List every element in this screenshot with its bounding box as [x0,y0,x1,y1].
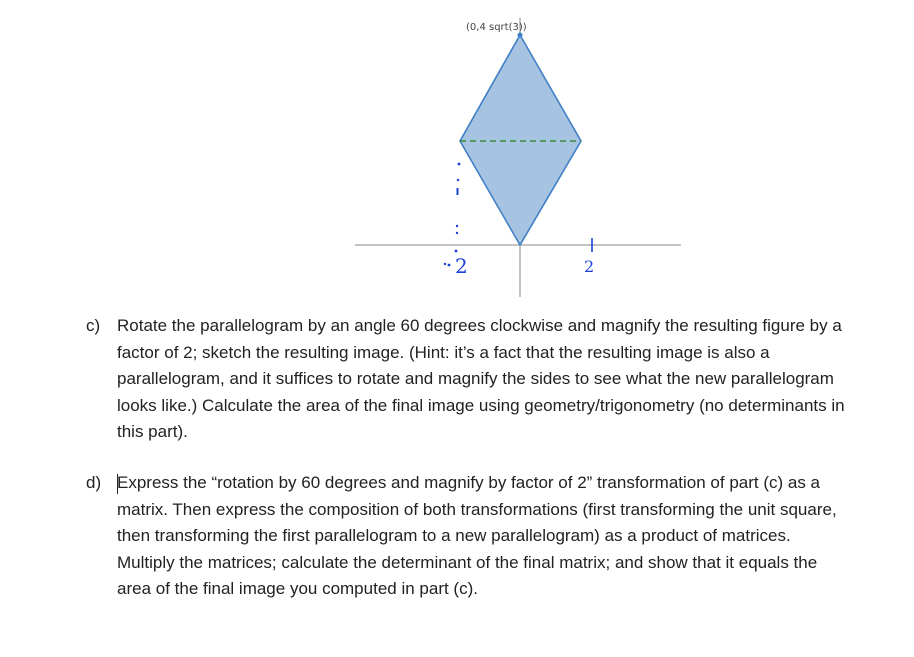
part-d-marker: d) [86,473,102,492]
handwritten-two-right: 2 [584,257,595,276]
top-vertex-point [518,33,523,38]
part-c-marker: c) [86,316,101,335]
handwritten-two-left: 2 [455,254,468,278]
handwritten-dots [444,163,461,267]
parallelogram [460,35,581,245]
part-c-text: Rotate the parallelogram by an angle 60 degrees clockwise and magnify the resulting figure by a factor of 2; sketch the resulting image. (Hint: it’s a fact that the resulting image is also a parallelogram, and it suffices to rotate and magnify the sides to see what the new parallelogram looks like.) Calculate the area of the final image using geometry/trigonometry (no determinants in this part). [117,316,845,441]
part-d-text: Express the “rotation by 60 degrees and magnify by factor of 2” transformation of part (c) as a matrix. Then express the composition of both transformations (first transforming the unit square, then transforming the first parallelogram to a new parallelogram) as a product of matrices. Multiply the matrices; calculate the determinant of the final matrix; and show that it equals the area of the final image you computed in part (c). [117,473,837,598]
vertex-label: (0,4 sqrt(3)) [466,22,527,33]
part-d [86,470,846,603]
parallelogram-figure [0,0,914,300]
part-c [86,313,846,446]
